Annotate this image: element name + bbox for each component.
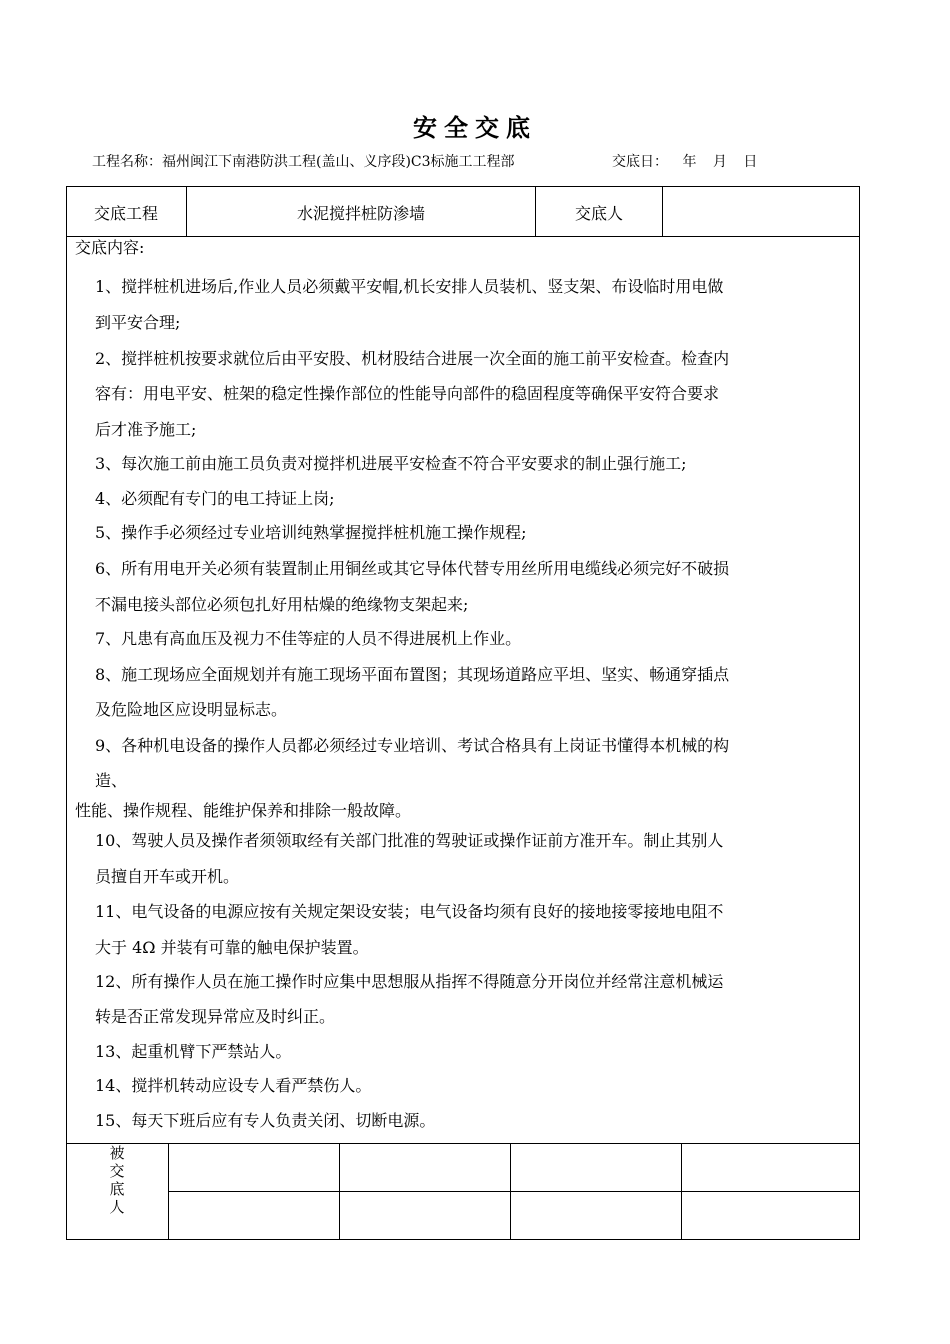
content-line: 后才准予施工; — [95, 420, 197, 439]
project-name: 福州闽江下南港防洪工程(盖山、义序段)C3标施工工程部 — [162, 154, 515, 170]
signature-top-border — [66, 1143, 860, 1144]
content-line: 及危险地区应设明显标志。 — [95, 700, 288, 719]
signature-divider — [339, 1143, 340, 1240]
work-label: 交底工程 — [93, 204, 158, 223]
date-year: 年 — [682, 154, 697, 170]
content-line: 到平安合理; — [95, 313, 181, 332]
content-line: 7、凡患有高血压及视力不佳等症的人员不得进展机上作业。 — [95, 629, 522, 648]
content-line: 9、各种机电设备的操作人员都必须经过专业培训、考试合格具有上岗证书懂得本机械的构 — [95, 736, 730, 755]
content-line: 不漏电接头部位必须包扎好用枯燥的绝缘物支架起来; — [95, 595, 469, 614]
header-divider — [662, 186, 663, 236]
signature-divider — [681, 1143, 682, 1240]
signature-row-divider — [168, 1191, 860, 1192]
content-line: 容有：用电平安、桩架的稳定性操作部位的性能导向部件的稳固程度等确保平安符合要求 — [95, 384, 720, 403]
content-line: 8、施工现场应全面规划并有施工现场平面布置图；其现场道路应平坦、坚实、畅通穿插点 — [95, 665, 730, 684]
signature-divider — [510, 1143, 511, 1240]
signature-divider — [168, 1143, 169, 1240]
content-line: 11、电气设备的电源应按有关规定架设安装；电气设备均须有良好的接地接零接地电阻不 — [95, 902, 724, 921]
content-line: 4、必须配有专门的电工持证上岗; — [95, 489, 335, 508]
page-title: 安全交底 — [413, 113, 537, 142]
content-line: 造、 — [95, 771, 128, 790]
project-label: 工程名称： — [92, 154, 162, 170]
content-line: 13、起重机臂下严禁站人。 — [95, 1042, 292, 1061]
content-label: 交底内容: — [75, 238, 145, 257]
signature-label: 被交底人 — [109, 1144, 125, 1216]
work-value: 水泥搅拌桩防渗墙 — [296, 204, 425, 223]
date-month: 月 — [712, 154, 727, 170]
content-line: 转是否正常发现异常应及时纠正。 — [95, 1007, 336, 1026]
content-line: 性能、操作规程、能维护保养和排除一般故障。 — [75, 801, 412, 820]
content-line: 3、每次施工前由施工员负责对搅拌机进展平安检查不符合平安要求的制止强行施工; — [95, 454, 687, 473]
date-label: 交底日： — [612, 154, 668, 170]
content-line: 5、操作手必须经过专业培训纯熟掌握搅拌桩机施工操作规程; — [95, 523, 527, 542]
content-line: 2、搅拌桩机按要求就位后由平安股、机材股结合进展一次全面的施工前平安检查。检查内 — [95, 349, 730, 368]
content-line: 10、驾驶人员及操作者须领取经有关部门批准的驾驶证或操作证前方准开车。制止其别人 — [95, 831, 724, 850]
content-line: 15、每天下班后应有专人负责关闭、切断电源。 — [95, 1111, 436, 1130]
content-line: 大于 4Ω 并装有可靠的触电保护装置。 — [95, 938, 369, 957]
content-line: 6、所有用电开关必须有装置制止用铜丝或其它导体代替专用丝所用电缆线必须完好不破损 — [95, 559, 730, 578]
date-day: 日 — [743, 154, 758, 170]
content-line: 员擅自开车或开机。 — [95, 867, 240, 886]
project-line — [92, 151, 515, 171]
header-bottom-border — [66, 236, 860, 237]
person-label: 交底人 — [574, 204, 623, 223]
date-line — [612, 151, 757, 171]
content-line: 1、搅拌桩机进场后,作业人员必须戴平安帽,机长安排人员装机、竖支架、布设临时用电做 — [95, 277, 724, 296]
content-line: 14、搅拌机转动应设专人看严禁伤人。 — [95, 1076, 372, 1095]
content-line: 12、所有操作人员在施工操作时应集中思想服从指挥不得随意分开岗位并经常注意机械运 — [95, 972, 724, 991]
